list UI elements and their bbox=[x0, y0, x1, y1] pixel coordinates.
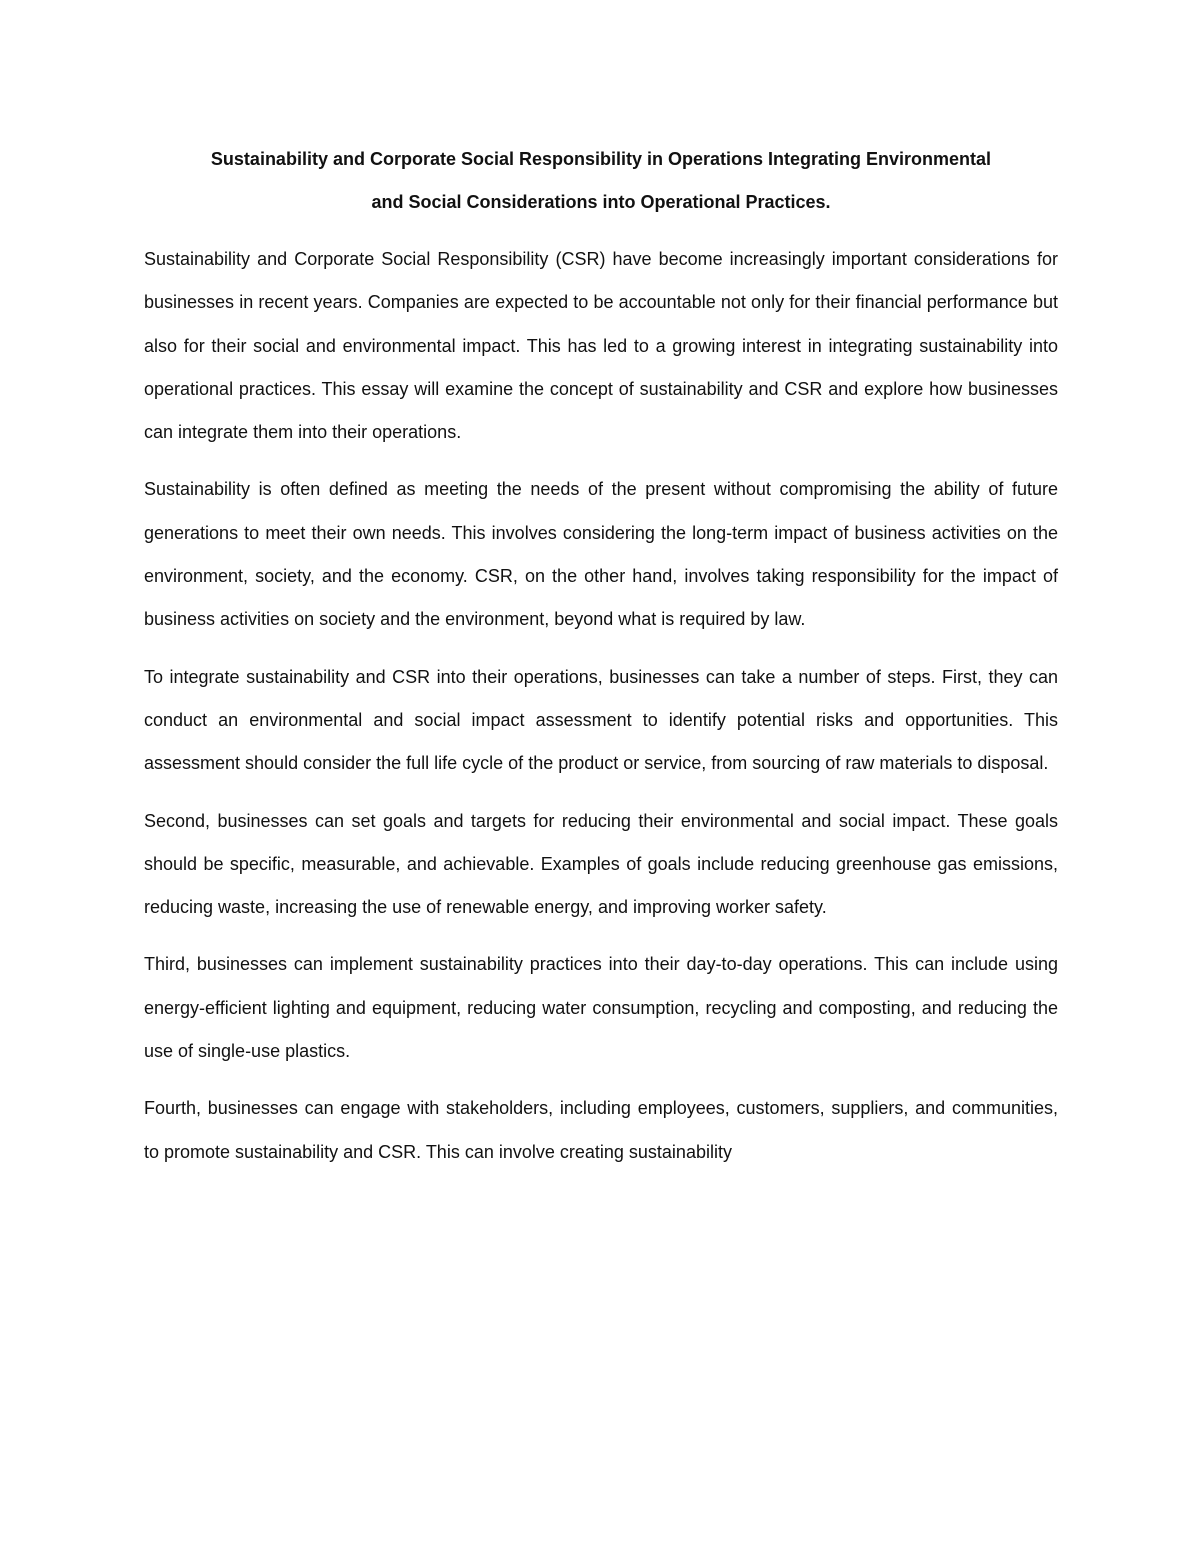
paragraph-introduction: Sustainability and Corporate Social Responsibility (CSR) have become increasingly important considerations for businesses in recent years. Companies are expected to be accountable not only for their financial performance but also for their social and environmental impact. This has led to a growing interest in integrating sustainability into operational practices. This essay will examine the concept of sustainability and CSR and explore how businesses can integrate them into their operations. bbox=[144, 249, 1058, 443]
document-title bbox=[144, 138, 1058, 224]
paragraph-fourth-step: Fourth, businesses can engage with stakeholders, including employees, customers, suppliers, and communities, to promote sustainability and CSR. This can involve creating sustainability bbox=[144, 1098, 1058, 1162]
paragraph-second-step: Second, businesses can set goals and targets for reducing their environmental and social impact. These goals should be specific, measurable, and achievable. Examples of goals include reducing greenhouse gas emissions, reducing waste, increasing the use of renewable energy, and improving worker safety. bbox=[144, 810, 1058, 918]
paragraph-first-step: To integrate sustainability and CSR into their operations, businesses can take a number of steps. First, they can conduct an environmental and social impact assessment to identify potential risks and opportunities. This assessment should consider the full life cycle of the product or service, from sourcing of raw materials to disposal. bbox=[144, 666, 1058, 774]
paragraph-third-step: Third, businesses can implement sustainability practices into their day-to-day operations. This can include using energy-efficient lighting and equipment, reducing water consumption, recycling and composting, and reducing the use of single-use plastics. bbox=[144, 954, 1058, 1062]
paragraph-definition: Sustainability is often defined as meeting the needs of the present without compromising the ability of future generations to meet their own needs. This involves considering the long-term impact of business activities on the environment, society, and the economy. CSR, on the other hand, involves taking responsibility for the impact of business activities on society and the environment, beyond what is required by law. bbox=[144, 479, 1058, 630]
document-body bbox=[144, 138, 1058, 1188]
document-title-line-2: and Social Considerations into Operational Practices. bbox=[371, 192, 831, 212]
document-title-line-1: Sustainability and Corporate Social Responsibility in Operations Integrating Environmental bbox=[210, 149, 992, 169]
